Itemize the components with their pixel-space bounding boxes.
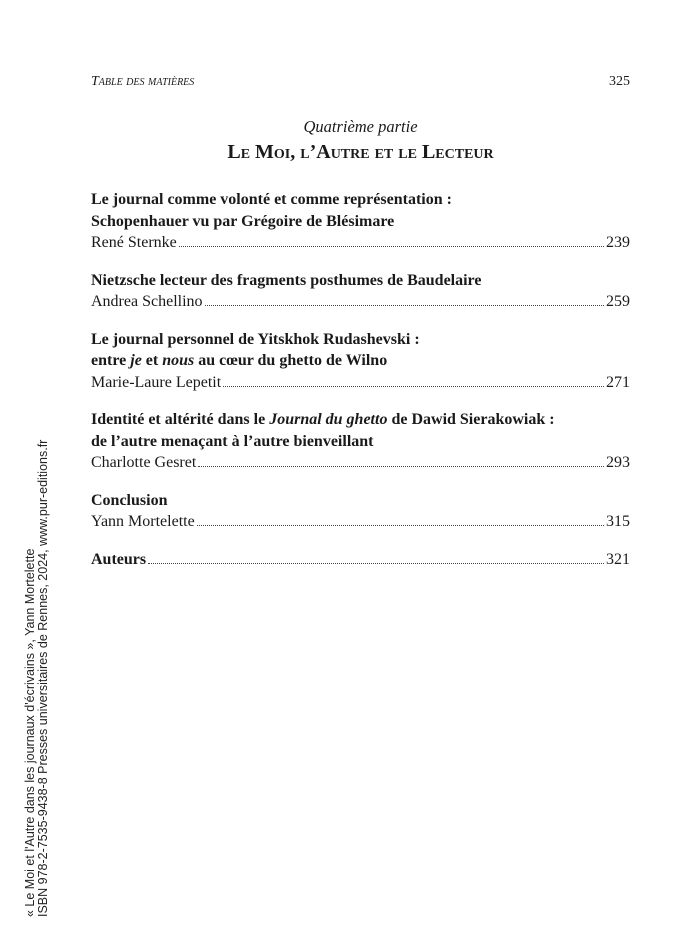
toc-entry [91, 549, 630, 571]
dot-leader [198, 466, 604, 467]
toc-entry [91, 270, 630, 313]
dot-leader [179, 246, 604, 247]
toc-entry [91, 409, 630, 474]
side-copyright-note [24, 440, 50, 917]
entry-page: 239 [606, 234, 630, 251]
dot-leader [148, 563, 604, 564]
text: au cœur du ghetto de Wilno [194, 352, 388, 369]
text-italic: nous [162, 352, 195, 369]
entry-title: Le journal comme volonté et comme représentation : [91, 191, 452, 208]
dot-leader [197, 525, 604, 526]
entry-title: de l’autre menaçant à l’autre bienveillant [91, 432, 374, 450]
running-header-section: Table des matières [91, 74, 195, 89]
entry-title [91, 409, 630, 431]
text: entre [91, 352, 131, 369]
toc-entry [91, 329, 630, 394]
text-italic: Journal du ghetto [269, 411, 388, 428]
entry-title: Le journal personnel de Yitskhok Rudashevski : [91, 330, 420, 348]
entry-title: Conclusion [91, 491, 168, 509]
entry-title [91, 350, 630, 372]
entry-page: 271 [606, 373, 630, 391]
entry-page: 259 [606, 293, 630, 310]
part-title: Le Moi, l’Autre et le Lecteur [227, 141, 494, 163]
text: Identité et altérité dans le [91, 411, 270, 428]
entry-page: 315 [606, 513, 630, 530]
table-of-contents [91, 189, 630, 586]
entry-title: Nietzsche lecteur des fragments posthumes de Baudelaire [91, 271, 482, 289]
entry-page: 321 [606, 550, 630, 568]
entry-title: Auteurs [91, 550, 147, 568]
toc-entry [91, 490, 630, 533]
entry-author: René Sternke [91, 234, 177, 251]
entry-author: Andrea Schellino [91, 293, 203, 310]
side-note-line: « Le Moi et l'Autre dans les journaux d'écrivains », Yann Mortelette [23, 548, 37, 917]
entry-author: Marie-Laure Lepetit [91, 373, 222, 391]
dot-leader [223, 386, 604, 387]
text: de Dawid Sierakowiak : [387, 411, 555, 428]
text-italic: je [130, 352, 142, 369]
entry-title: Schopenhauer vu par Grégoire de Blésimare [91, 212, 395, 230]
entry-author: Yann Mortelette [91, 513, 195, 530]
page-number: 325 [609, 74, 630, 89]
toc-entry [91, 189, 630, 254]
text: et [141, 352, 163, 369]
part-label: Quatrième partie [303, 117, 418, 136]
entry-page: 293 [606, 454, 630, 471]
side-note-line: ISBN 978-2-7535-9438-8 Presses universitaires de Rennes, 2024, www.pur-editions.fr [36, 439, 50, 917]
dot-leader [205, 305, 604, 306]
entry-author: Charlotte Gesret [91, 454, 197, 471]
